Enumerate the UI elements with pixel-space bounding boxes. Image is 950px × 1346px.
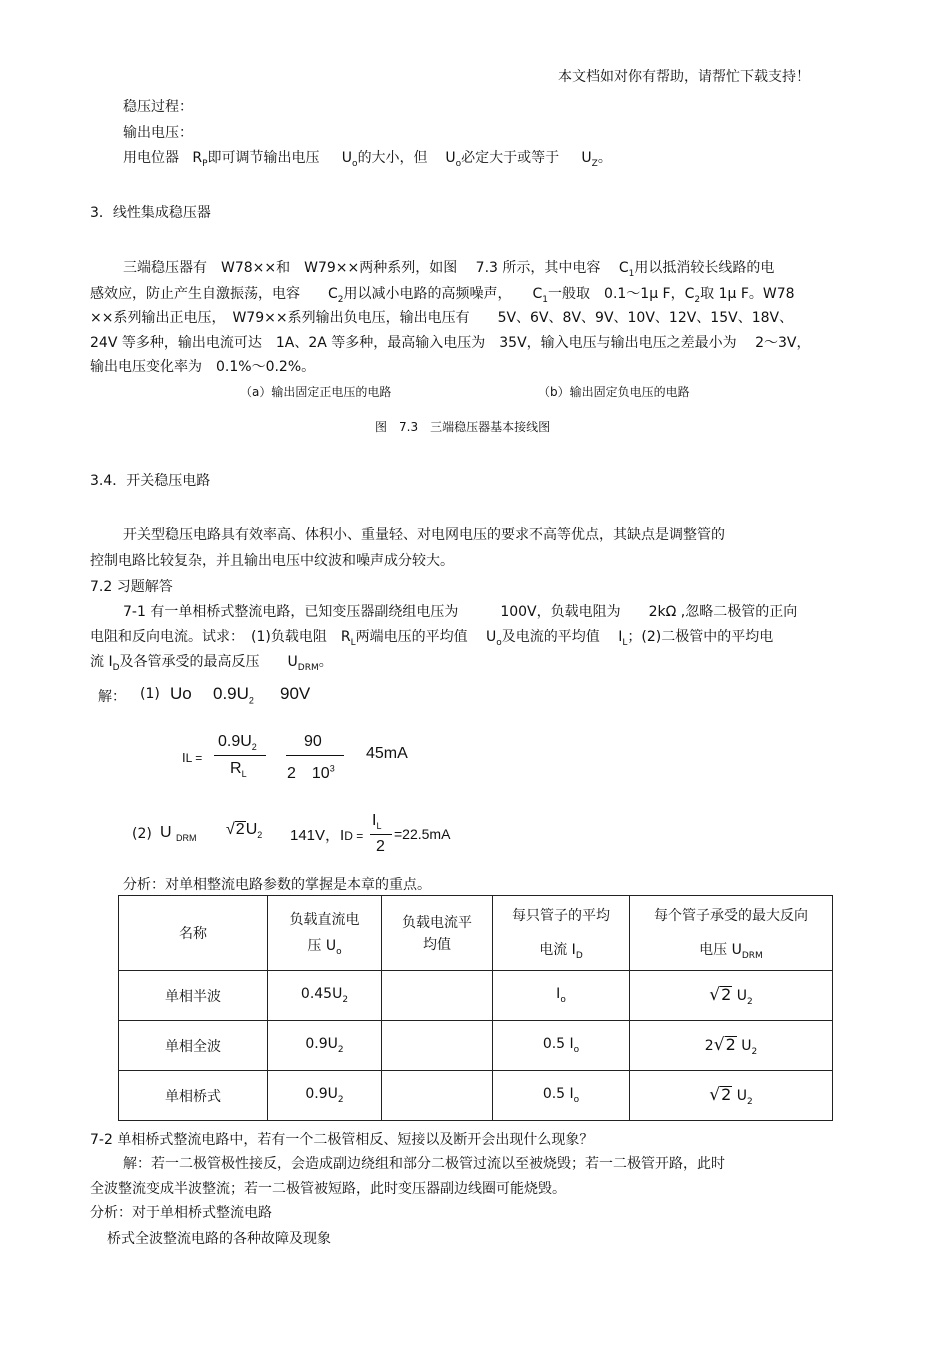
subscript: 2 — [751, 1046, 758, 1057]
text: 每只管子的平均 — [512, 908, 610, 925]
subscript: o — [573, 1044, 580, 1055]
text: U — [741, 1037, 752, 1054]
rectifier-table — [118, 895, 833, 1121]
text: 每个管子承受的最大反向 — [654, 908, 808, 925]
formula-uo: Uo — [170, 684, 192, 703]
fraction-bar — [214, 755, 266, 756]
cell-id — [493, 1021, 630, 1071]
table-row — [119, 971, 833, 1021]
superscript: 3 — [329, 763, 335, 774]
header-uo — [268, 896, 382, 971]
text-line: 输出电压： — [123, 125, 193, 141]
cell-udrm — [630, 971, 833, 1021]
radicand: 2 — [721, 1084, 732, 1104]
cell-il — [382, 971, 493, 1021]
text: R — [230, 760, 242, 777]
subscript: o — [573, 1094, 580, 1105]
subscript: 2 — [337, 294, 344, 305]
text: 必定大于或等于 — [461, 150, 560, 166]
subscript: o — [560, 994, 566, 1005]
text: 0.9U — [213, 684, 249, 703]
text: ；(2)二极管中的平均电 — [627, 629, 774, 645]
cell-udrm — [630, 1021, 833, 1071]
text-line: 稳压过程： — [123, 99, 193, 115]
text: 两端电压的平均值 U — [355, 629, 497, 645]
text: 三端稳压器有 W78××和 W79××两种系列，如图 7.3 所示，其中电容 C — [123, 260, 629, 276]
text-line: 全波整流变成半波整流；若一二极管被短路，此时变压器副边线圈可能烧毁。 — [90, 1181, 566, 1197]
symbol: U — [341, 150, 353, 166]
text: U — [245, 821, 258, 838]
text: 0.9U — [218, 733, 252, 750]
cell-name: 单相桥式 — [119, 1071, 268, 1121]
text: 一般取 0.1～1μ F，C — [548, 286, 695, 302]
subscript: 2 — [248, 695, 254, 706]
fraction-numerator — [372, 812, 381, 831]
figure-subcaption-b: （b）输出固定负电压的电路 — [538, 385, 690, 399]
text — [493, 939, 629, 961]
text-line: 解：若一二极管极性接反，会造成副边绕组和部分二极管过流以至被烧毁；若一二极管开路，此时 — [123, 1156, 725, 1172]
text: 负载直流电 — [289, 912, 360, 929]
fraction-denominator — [287, 760, 335, 783]
text-line — [123, 257, 774, 279]
text: 流 I — [90, 654, 113, 670]
subscript: DRM — [176, 833, 197, 844]
text-line: 开关型稳压电路具有效率高、体积小、重量轻、对电网电压的要求不高等优点，其缺点是调整管的 — [123, 527, 725, 543]
section-title: 7.2 习题解答 — [90, 579, 173, 595]
subscript: 2 — [747, 1096, 753, 1107]
text-line: 桥式全波整流电路的各种故障及现象 — [107, 1231, 331, 1247]
step-number: (2) — [132, 826, 152, 842]
formula-udrm — [160, 824, 197, 843]
formula-mid — [213, 684, 254, 705]
fraction-denominator: 2 — [376, 838, 385, 855]
text: 及各管承受的最高反压 U — [119, 654, 298, 670]
text-line: 输出电压变化率为 0.1%～0.2%。 — [90, 359, 316, 375]
text: 及电流的平均值 I — [501, 629, 623, 645]
text: 0.9U — [305, 1086, 338, 1103]
question-title: 7-2 单相桥式整流电路中，若有一个二极管相反、短接以及断开会出现什么现象？ — [90, 1132, 594, 1148]
subscript: L — [376, 821, 382, 832]
section-title: 3.4．开关稳压电路 — [90, 473, 211, 489]
text: 压 U — [307, 938, 337, 955]
text: D = — [344, 829, 364, 843]
cell-uo — [268, 1071, 382, 1121]
text-line: 24V 等多种，输出电流可达 1A、2A 等多种，最高输入电压为 35V，输入电压与输出电压之差最小为 2～3V， — [90, 335, 811, 351]
fraction-bar — [370, 834, 392, 835]
text: I — [556, 986, 561, 1003]
text-line: 分析：对于单相桥式整流电路 — [90, 1205, 272, 1221]
text: 的大小，但 — [357, 150, 428, 166]
header-note: 本文档如对你有帮助，请帮忙下载支持！ — [558, 69, 810, 85]
text: 用电位器 — [123, 150, 179, 166]
text: L = — [185, 751, 203, 765]
text: I — [182, 750, 186, 765]
text: 感效应，防止产生自激振荡，电容 C — [90, 286, 338, 302]
cell-il — [382, 1021, 493, 1071]
formula-result: 45mA — [366, 745, 408, 762]
subscript: 2 — [337, 1094, 344, 1105]
text: 即可调节输出电压 — [207, 150, 320, 166]
text: 用以减小电路的高频噪声， C — [343, 286, 543, 302]
solution-label: 解： — [98, 689, 126, 705]
cell-uo — [268, 971, 382, 1021]
text: 0.9U — [305, 1036, 338, 1053]
subscript: D — [112, 662, 120, 673]
subscript: 2 — [694, 294, 701, 305]
text: 2 10 — [287, 765, 330, 782]
table-row — [119, 1021, 833, 1071]
text: 电压 U — [699, 942, 742, 959]
subscript: L — [622, 637, 628, 648]
formula-result: 90V — [280, 684, 311, 703]
formula-result: =22.5mA — [394, 826, 451, 842]
subscript: o — [352, 158, 358, 169]
text: 。 — [318, 654, 333, 670]
text: 均值 — [423, 937, 451, 953]
text: U — [736, 1087, 747, 1104]
subscript: o — [336, 946, 342, 957]
cell-il — [382, 1071, 493, 1121]
text-line — [123, 147, 612, 169]
radical-sign: √ — [226, 821, 235, 838]
text-line: 7-1 有一单相桥式整流电路，已知变压器副绕组电压为 100V，负载电阻为 2kΩ ,忽略二极管的正向 — [123, 604, 798, 620]
text: 0.5 I — [542, 1086, 574, 1103]
subscript: Z — [591, 158, 598, 169]
radicand: 2 — [235, 821, 245, 838]
cell-name: 单相全波 — [119, 1021, 268, 1071]
symbol: U — [581, 150, 592, 166]
fraction-numerator — [218, 733, 257, 752]
text: 用以抵消较长线路的电 — [634, 260, 775, 276]
table-header-row — [119, 896, 833, 971]
radical-sign: √ — [709, 1084, 721, 1105]
formula-result — [290, 824, 363, 845]
header-il — [382, 896, 493, 971]
header-id — [493, 896, 630, 971]
formula-root — [226, 821, 262, 840]
cell-id — [493, 1071, 630, 1121]
step-number: (1) — [140, 686, 160, 702]
table-row — [119, 1071, 833, 1121]
subscript: 2 — [251, 742, 257, 753]
cell-udrm — [630, 1071, 833, 1121]
text — [268, 935, 381, 957]
radical-sign: √ — [713, 1034, 725, 1055]
text: 2 — [704, 1037, 714, 1054]
header-udrm — [630, 896, 833, 971]
subscript: L — [241, 769, 247, 780]
text: U — [160, 824, 172, 841]
text: 。 — [597, 150, 612, 166]
section-title: 3．线性集成稳压器 — [90, 205, 211, 221]
text — [630, 939, 832, 961]
fraction-denominator — [230, 760, 247, 779]
symbol: R — [192, 150, 203, 166]
subscript: DRM — [297, 662, 319, 673]
formula-il-lhs — [182, 750, 202, 765]
cell-uo — [268, 1021, 382, 1071]
fraction-numerator: 90 — [304, 733, 322, 750]
header-name: 名称 — [119, 896, 268, 971]
radicand: 2 — [725, 1034, 736, 1054]
text: 取 1μ F。W78 — [700, 286, 795, 302]
text: I — [372, 812, 377, 829]
text: 电阻和反向电流。试求： (1)负载电阻 R — [90, 629, 351, 645]
symbol: U — [445, 150, 456, 166]
text: 负载电流平 — [402, 915, 472, 931]
subscript: D — [575, 950, 583, 961]
subscript: o — [496, 637, 502, 648]
subscript: 1 — [542, 294, 549, 305]
cell-name: 单相半波 — [119, 971, 268, 1021]
subscript: 2 — [342, 994, 349, 1005]
fraction-bar — [286, 755, 344, 756]
subscript: 2 — [337, 1044, 344, 1055]
subscript: 2 — [257, 830, 263, 841]
radical-sign: √ — [709, 984, 721, 1005]
text-line: ××系列输出正电压， W79××系列输出负电压，输出电压有 5V、6V、8V、9V、10V、12V、15V、18V、 — [90, 310, 794, 326]
text-line: 控制电路比较复杂，并且输出电压中纹波和噪声成分较大。 — [90, 553, 454, 569]
subscript: DRM — [741, 950, 763, 961]
radicand: 2 — [721, 984, 732, 1004]
analysis-text: 分析：对单相整流电路参数的掌握是本章的重点。 — [123, 877, 431, 893]
subscript: P — [202, 158, 208, 169]
text-line — [90, 651, 333, 673]
subscript: 1 — [628, 268, 635, 279]
text-line — [90, 626, 773, 648]
subscript: 2 — [747, 996, 753, 1007]
subscript: o — [455, 158, 462, 169]
text: 141V，I — [290, 827, 345, 844]
text: 0.45U — [300, 986, 343, 1003]
cell-id — [493, 971, 630, 1021]
figure-subcaption-a: （a）输出固定正电压的电路 — [240, 385, 392, 399]
text: 电流 I — [539, 942, 576, 959]
text: U — [736, 987, 747, 1004]
subscript: L — [350, 637, 356, 648]
text: 0.5 I — [542, 1036, 574, 1053]
text-line — [90, 283, 795, 305]
figure-caption: 图 7.3 三端稳压器基本接线图 — [375, 420, 551, 434]
